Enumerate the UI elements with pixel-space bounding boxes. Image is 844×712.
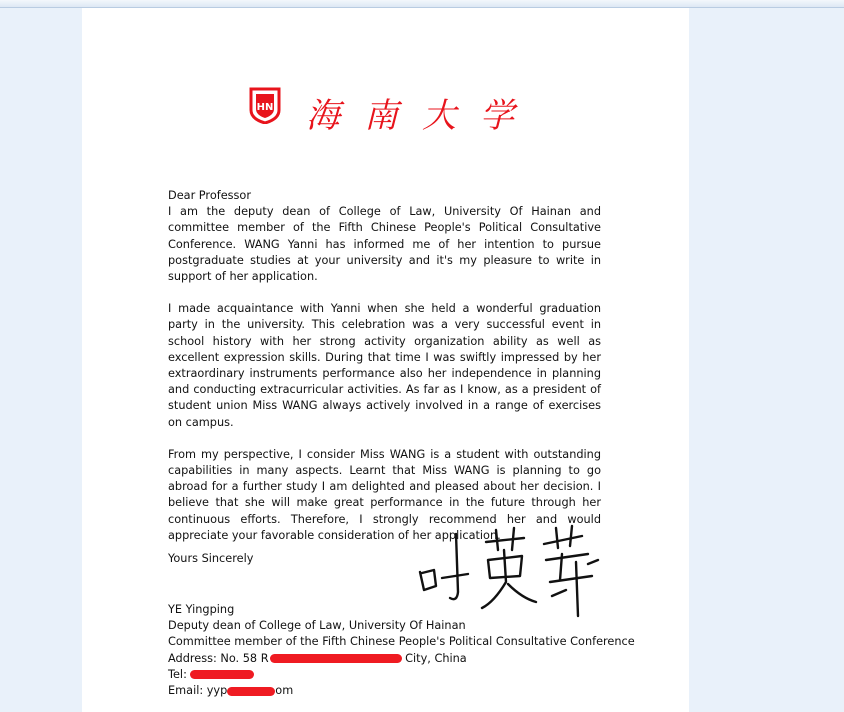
svg-text:HN: HN [256,102,274,113]
tel-redaction [190,670,254,679]
address-line [168,651,648,667]
paragraph-1: I am the deputy dean of College of Law, University Of Hainan and committee member of the Fifth Chinese People's Political Consultative Conference. WANG Yanni has informed me of her intention to pursue postgraduate studies at your university and it's my pleasure to write in support of her application. [168,205,601,284]
tel-prefix: Tel: [168,667,187,681]
signer-name: YE Yingping [168,603,235,616]
signer-title-1: Deputy dean of College of Law, University Of Hainan [168,619,466,633]
document-page [82,8,689,712]
letterhead [248,78,538,136]
email-line [168,683,648,699]
tel-line [168,667,648,683]
email-redaction [227,687,275,696]
address-prefix: Address: No. 58 R [168,651,269,665]
letter-body [168,188,601,544]
university-name: 海南大学 [306,96,538,136]
paragraph-2: I made acquaintance with Yanni when she held a wonderful graduation party in the university. This celebration was a very successful event in school history with her strong activity organization ability as well as excellent expression skills. During that time I was swiftly impressed by her extraordinary instruments performance also her independence in planning and conducting extracurricular activities. As far as I know, as a president of student union Miss WANG always actively involved in a range of exercises on campus. [168,302,601,429]
email-suffix: om [275,684,294,698]
email-prefix: Email: yyp [168,684,228,698]
window-top-bar [0,0,844,8]
signature-block [168,602,648,699]
signer-title-2: Committee member of the Fifth Chinese People's Political Consultative Conference [168,635,635,649]
closing: Yours Sincerely [168,552,254,565]
address-redaction [270,654,402,663]
address-suffix: City, China [405,651,467,665]
paragraph-3: From my perspective, I consider Miss WANG is a student with outstanding capabilities in many aspects. Learnt that Miss WANG is planning to go abroad for a further study I am delighted and pleased about her decision. I believe that she will make great performance in the future through her continuous efforts. Therefore, I strongly recommend her and would appreciate your favorable consideration of her application. [168,447,601,542]
university-seal-icon [248,86,282,124]
salutation: Dear Professor [168,189,251,202]
